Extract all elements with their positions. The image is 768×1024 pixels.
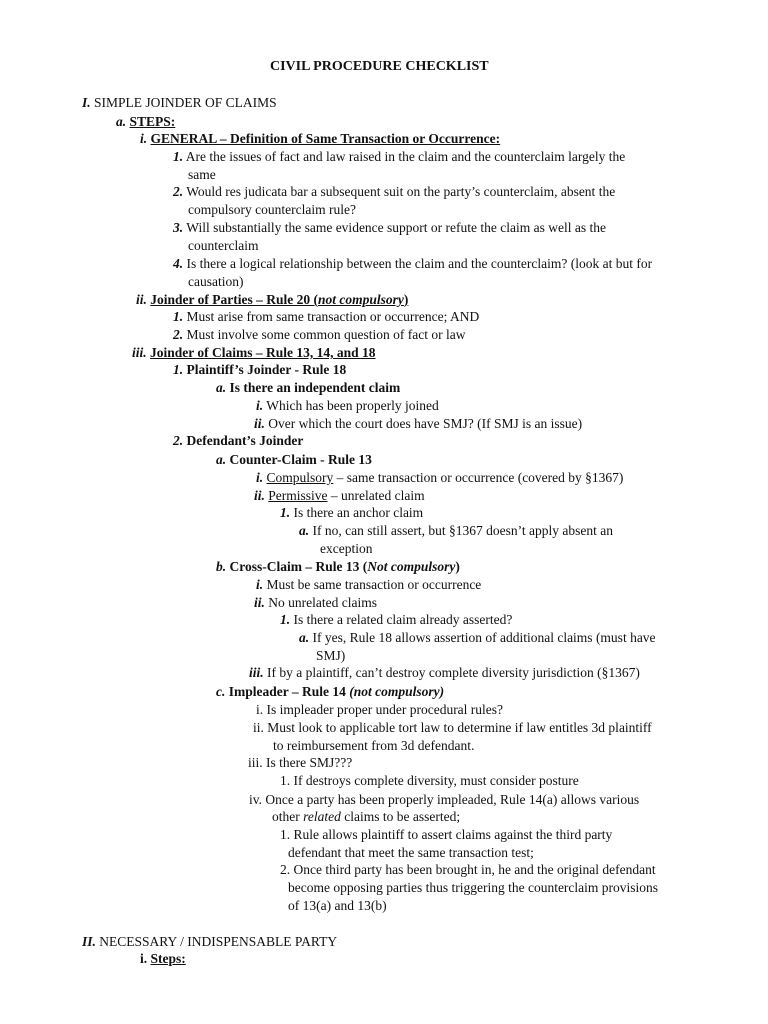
outline-line bbox=[173, 308, 479, 325]
outline-text: Is there a logical relationship between the claim and the counterclaim? (look at but for bbox=[186, 256, 653, 271]
outline-text: Once third party has been brought in, he and the original defendant bbox=[293, 862, 656, 877]
outline-text: Impleader – Rule 14 bbox=[228, 684, 350, 699]
outline-text: Once a party has been properly impleaded, Rule 14(a) allows various bbox=[265, 792, 640, 807]
outline-text: of 13(a) and 13(b) bbox=[288, 898, 387, 913]
outline-line bbox=[249, 664, 640, 681]
outline-line bbox=[173, 183, 615, 200]
outline-text: Must arise from same transaction or occurrence; AND bbox=[186, 309, 480, 324]
outline-marker: 1. bbox=[280, 612, 291, 627]
outline-line bbox=[248, 754, 352, 771]
outline-text: Must look to applicable tort law to determine if law entitles 3d plaintiff bbox=[267, 720, 652, 735]
outline-marker: i. bbox=[256, 470, 264, 485]
outline-text: Which has been properly joined bbox=[266, 398, 439, 413]
outline-text: Is there an anchor claim bbox=[293, 505, 424, 520]
outline-line bbox=[188, 201, 356, 218]
outline-marker: i. bbox=[140, 951, 148, 966]
outline-line bbox=[256, 397, 439, 414]
outline-text: Steps: bbox=[150, 951, 186, 966]
outline-text: Not compulsory bbox=[367, 559, 456, 574]
outline-line bbox=[254, 415, 582, 432]
outline-text: Joinder of Parties – Rule 20 ( bbox=[150, 292, 318, 307]
outline-line bbox=[280, 504, 423, 521]
outline-marker: i. bbox=[140, 131, 148, 146]
outline-marker: 2. bbox=[173, 184, 184, 199]
outline-marker: 1. bbox=[173, 149, 184, 164]
outline-line bbox=[173, 361, 346, 378]
outline-text: No unrelated claims bbox=[268, 595, 377, 610]
outline-line bbox=[254, 594, 377, 611]
outline-line bbox=[136, 291, 408, 308]
outline-text: SIMPLE JOINDER OF CLAIMS bbox=[94, 95, 277, 110]
outline-text: If no, can still assert, but §1367 doesn’t apply absent an bbox=[312, 523, 613, 538]
outline-line bbox=[299, 522, 613, 539]
outline-marker: i. bbox=[256, 702, 264, 717]
outline-text: If destroys complete diversity, must consider posture bbox=[293, 773, 579, 788]
outline-text: Plaintiff’s Joinder - Rule 18 bbox=[186, 362, 347, 377]
outline-marker: a. bbox=[216, 452, 227, 467]
outline-marker: iii. bbox=[248, 755, 263, 770]
outline-line bbox=[82, 94, 277, 111]
outline-line bbox=[132, 344, 376, 361]
outline-text: claims to be asserted; bbox=[340, 809, 461, 824]
outline-line bbox=[188, 237, 258, 254]
outline-text: If yes, Rule 18 allows assertion of additional claims (must have bbox=[312, 630, 656, 645]
outline-marker: 4. bbox=[173, 256, 184, 271]
outline-text: ) bbox=[455, 559, 460, 574]
outline-line bbox=[82, 933, 337, 950]
outline-marker: a. bbox=[299, 523, 310, 538]
outline-text: – unrelated claim bbox=[327, 488, 425, 503]
outline-line bbox=[272, 808, 460, 825]
outline-text: counterclaim bbox=[188, 238, 259, 253]
outline-text: If by a plaintiff, can’t destroy complete diversity jurisdiction (§1367) bbox=[267, 665, 640, 680]
outline-line bbox=[299, 629, 656, 646]
outline-marker: iii. bbox=[249, 665, 264, 680]
outline-text: Is there SMJ??? bbox=[266, 755, 353, 770]
outline-line bbox=[216, 379, 400, 396]
outline-line bbox=[253, 719, 652, 736]
outline-marker: ii. bbox=[136, 292, 147, 307]
outline-marker: I. bbox=[82, 95, 91, 110]
outline-line bbox=[188, 273, 243, 290]
outline-text: Is there a related claim already asserted? bbox=[293, 612, 513, 627]
outline-text: defendant that meet the same transaction test; bbox=[288, 845, 534, 860]
outline-marker: c. bbox=[216, 684, 226, 699]
outline-line bbox=[254, 487, 425, 504]
outline-line bbox=[256, 469, 623, 486]
outline-text: Rule allows plaintiff to assert claims against the third party bbox=[293, 827, 613, 842]
outline-marker: 2. bbox=[173, 433, 184, 448]
outline-marker: 2. bbox=[173, 327, 184, 342]
outline-text: Will substantially the same evidence support or refute the claim as well as the bbox=[186, 220, 606, 235]
outline-marker: i. bbox=[256, 398, 264, 413]
outline-line bbox=[173, 326, 465, 343]
outline-text: compulsory counterclaim rule? bbox=[188, 202, 356, 217]
outline-text: Permissive bbox=[268, 488, 328, 503]
outline-text: SMJ) bbox=[316, 648, 346, 663]
outline-text: exception bbox=[320, 541, 373, 556]
outline-line bbox=[320, 540, 372, 557]
outline-text: Must involve some common question of fact or law bbox=[186, 327, 466, 342]
outline-text: not compulsory bbox=[318, 292, 404, 307]
outline-text: become opposing parties thus triggering the counterclaim provisions bbox=[288, 880, 659, 895]
outline-text: STEPS: bbox=[129, 114, 176, 129]
outline-line bbox=[216, 558, 460, 575]
outline-text: ) bbox=[403, 292, 409, 307]
outline-text: other bbox=[272, 809, 304, 824]
outline-text: Joinder of Claims – Rule 13, 14, and 18 bbox=[150, 345, 376, 360]
outline-line bbox=[216, 451, 372, 468]
outline-marker: b. bbox=[216, 559, 227, 574]
outline-text: related bbox=[303, 809, 341, 824]
outline-line bbox=[140, 130, 500, 147]
outline-line bbox=[280, 861, 656, 878]
outline-marker: 1. bbox=[280, 773, 291, 788]
outline-text: causation) bbox=[188, 274, 244, 289]
outline-line bbox=[280, 611, 512, 628]
outline-text: Defendant’s Joinder bbox=[186, 433, 304, 448]
outline-marker: 2. bbox=[280, 862, 291, 877]
document-title bbox=[270, 58, 489, 75]
outline-line bbox=[288, 897, 387, 914]
outline-text: Are the issues of fact and law raised in the claim and the counterclaim largely the bbox=[185, 149, 626, 164]
outline-text: Would res judicata bar a subsequent suit on the party’s counterclaim, absent the bbox=[186, 184, 616, 199]
outline-text: Must be same transaction or occurrence bbox=[266, 577, 482, 592]
outline-marker: a. bbox=[216, 380, 227, 395]
outline-text: Is there an independent claim bbox=[229, 380, 401, 395]
outline-marker: 1. bbox=[280, 505, 291, 520]
outline-marker: a. bbox=[299, 630, 310, 645]
outline-marker: 1. bbox=[280, 827, 291, 842]
outline-text: Over which the court does have SMJ? (If SMJ is an issue) bbox=[268, 416, 583, 431]
outline-marker: ii. bbox=[254, 488, 265, 503]
outline-text: GENERAL – Definition of Same Transaction or Occurrence: bbox=[150, 131, 501, 146]
outline-text: Counter-Claim - Rule 13 bbox=[229, 452, 372, 467]
outline-line bbox=[256, 701, 503, 718]
outline-text: NECESSARY / INDISPENSABLE PARTY bbox=[99, 934, 338, 949]
outline-marker: II. bbox=[82, 934, 96, 949]
outline-line bbox=[273, 737, 474, 754]
outline-line bbox=[173, 432, 303, 449]
outline-marker: iii. bbox=[132, 345, 147, 360]
outline-line bbox=[216, 683, 444, 700]
outline-text: – same transaction or occurrence (covered by §1367) bbox=[333, 470, 624, 485]
outline-marker: 1. bbox=[173, 362, 184, 377]
outline-line bbox=[249, 791, 639, 808]
outline-line bbox=[173, 219, 606, 236]
outline-line bbox=[280, 772, 579, 789]
outline-marker: ii. bbox=[254, 416, 265, 431]
outline-text: same bbox=[188, 167, 216, 182]
outline-text: to reimbursement from 3d defendant. bbox=[273, 738, 475, 753]
outline-text: Is impleader proper under procedural rules? bbox=[266, 702, 504, 717]
outline-line bbox=[140, 950, 186, 967]
outline-line bbox=[256, 576, 481, 593]
outline-line bbox=[173, 255, 652, 272]
outline-text: Compulsory bbox=[266, 470, 334, 485]
outline-marker: ii. bbox=[253, 720, 264, 735]
outline-marker: iv. bbox=[249, 792, 262, 807]
outline-text: (not compulsory) bbox=[349, 684, 445, 699]
outline-line bbox=[173, 148, 625, 165]
outline-marker: a. bbox=[116, 114, 127, 129]
outline-line bbox=[316, 647, 345, 664]
outline-line bbox=[280, 826, 612, 843]
outline-line bbox=[116, 113, 175, 130]
outline-line bbox=[188, 166, 216, 183]
outline-line bbox=[288, 844, 534, 861]
outline-marker: 1. bbox=[173, 309, 184, 324]
outline-marker: i. bbox=[256, 577, 264, 592]
outline-marker: 3. bbox=[173, 220, 184, 235]
outline-line bbox=[288, 879, 658, 896]
outline-text: CIVIL PROCEDURE CHECKLIST bbox=[270, 59, 489, 74]
outline-marker: ii. bbox=[254, 595, 265, 610]
outline-text: Cross-Claim – Rule 13 ( bbox=[229, 559, 368, 574]
